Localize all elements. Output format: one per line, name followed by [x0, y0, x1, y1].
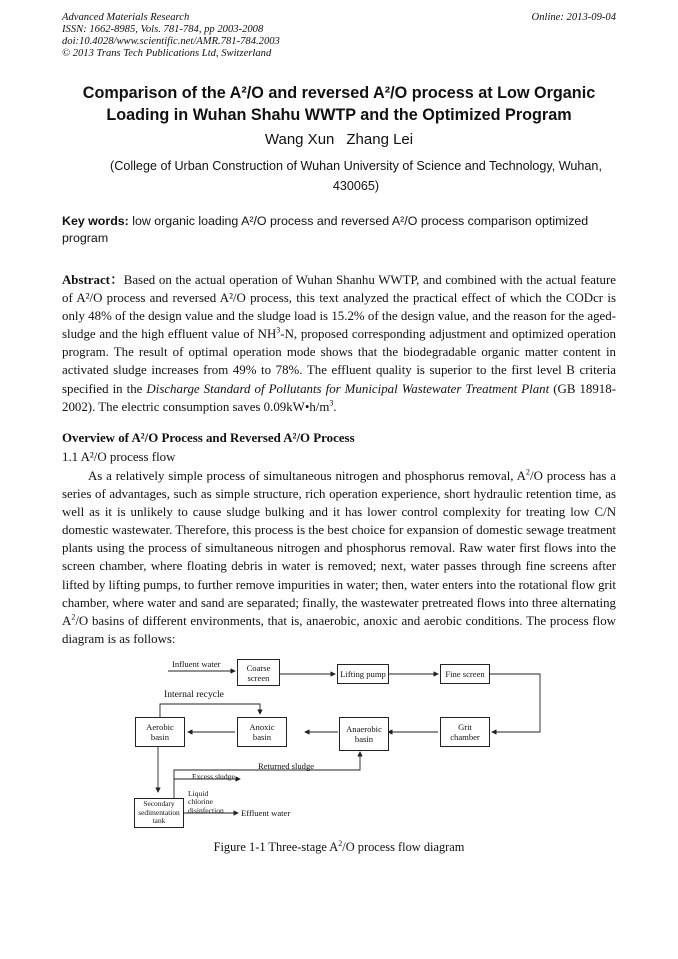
abstract-text-1: Based on the actual operation of Wuhan Shanhu WWTP, and combined with the actual feature of A²/O process and reversed A²/O process, this text analyzed the practical effect of which the CODcr is only 48% of the design value and the sludge load is 15.2% of the design value, and the reason for the aged-sludge and the high effluent value of NH [62, 273, 616, 342]
online-date: Online: 2013-09-04 [531, 12, 616, 23]
section-heading: Overview of A²/O Process and Reversed A²/O Process [62, 431, 355, 445]
liquid-line-2: chlorine [188, 797, 213, 807]
anaerobic-line-1: Anaerobic [346, 724, 382, 734]
grit-line-2: chamber [450, 732, 480, 742]
figure-caption [62, 840, 616, 855]
lifting-pump-box [337, 664, 389, 684]
title-line-1: Comparison of the A²/O and reversed A²/O process at Low Organic [82, 84, 596, 102]
issn-line: ISSN: 1662-8985, Vols. 781-784, pp 2003-2008 [62, 24, 264, 35]
secondary-line-2: sedimentation [138, 807, 180, 817]
abstract-text-4: . [333, 399, 337, 414]
abstract-text-3: (GB 18918-2002). The electric consumption saves 0.09kW•h/m [62, 381, 616, 414]
process-flow-diagram [120, 650, 560, 835]
internal-recycle-label: Internal recycle [164, 689, 224, 700]
secondary-sedimentation-tank-box [134, 798, 184, 828]
caption-text-1: Figure 1-1 Three-stage A [213, 840, 339, 854]
paragraph-text-2: /O process has a series of advantages, such as simple structure, rich operation experience, short hydraulic retention time, as well as it is unlikely to cause sludge bulking and it has lower control complexity for treating low C/N domestic wastewater. Therefore, this process is the best choice for expansion of domestic sewage treatment plants using the process of simultaneous nitrogen and phosphorus removal. Raw water first flows into the screen chamber, where floating debris in water is removed; next, water passes through fine screens after lifted by lifting pumps, to further remove impurities in water; then, water enters into the rotational flow grit chamber, where water and sand are separated; finally, the wastewater pretreated flows into three alternating A [62, 469, 616, 628]
coarse-screen-line-1: Coarse [246, 662, 271, 673]
liquid-line-1: Liquid [188, 789, 209, 798]
title-line-2: Loading in Wuhan Shahu WWTP and the Optimized Program [106, 106, 572, 124]
abstract-standard-title: Discharge Standard of Pollutants for Municipal Wastewater Treatment Plant [146, 381, 550, 396]
paragraph-sup-1: 2 [525, 467, 530, 477]
secondary-line-1: Secondary [143, 799, 175, 809]
anoxic-line-1: Anoxic [249, 722, 275, 732]
anaerobic-line-2: basin [354, 734, 374, 744]
keywords [62, 213, 617, 247]
arrow-to-grit [490, 674, 540, 732]
aerobic-line-1: Aerobic [146, 722, 174, 732]
anoxic-line-2: basin [252, 732, 272, 742]
coarse-screen-line-2: screen [247, 672, 270, 683]
author-2: Zhang Lei [346, 131, 414, 148]
subsection-heading: 1.1 A²/O process flow [62, 450, 176, 464]
paragraph-text-1: As a relatively simple process of simultaneous nitrogen and phosphorus removal, A [88, 469, 526, 483]
doi-line: doi:10.4028/www.scientific.net/AMR.781-784.2003 [62, 36, 280, 47]
aerobic-line-2: basin [150, 732, 170, 742]
abstract-text-2: -N, proposed corresponding adjustment and optimized operation program. The result of optimal operation mode shows that the biodegradable organic matter content in activated sludge increases from 49% to 78%. The effluent quality is superior to the first level B criteria specified in the [62, 327, 616, 396]
abstract-label: Abstract： [62, 273, 124, 287]
fine-screen-label: Fine screen [445, 669, 485, 679]
arrow-internal-recycle [160, 704, 260, 718]
journal-name: Advanced Materials Research [62, 12, 190, 23]
excess-sludge-label: Excess sludge [192, 772, 235, 781]
anoxic-basin-box [237, 717, 287, 747]
grit-chamber-box [440, 717, 490, 747]
liquid-chlorine-label [188, 790, 224, 815]
abstract-sup-2: 3 [329, 398, 334, 408]
body-paragraph [62, 467, 616, 648]
returned-sludge-label: Returned sludge [258, 761, 315, 771]
copyright-line: © 2013 Trans Tech Publications Ltd, Switzerland [62, 48, 272, 59]
journal-header [62, 12, 616, 60]
caption-text-2: /O process flow diagram [342, 840, 465, 854]
liquid-line-3: disinfection [188, 805, 224, 815]
fine-screen-box [440, 664, 490, 684]
caption-sup: 2 [338, 838, 343, 848]
influent-label: Influent water [172, 659, 221, 669]
keywords-label: Key words: [62, 214, 129, 228]
lifting-pump-label: Lifting pump [340, 669, 386, 679]
abstract-sup-1: 3 [276, 325, 281, 335]
authors [62, 131, 616, 149]
secondary-line-3: tank [152, 816, 166, 826]
anaerobic-basin-box [339, 717, 389, 751]
grit-line-1: Grit [458, 722, 472, 732]
affiliation: (College of Urban Construction of Wuhan University of Science and Technology, Wuhan, 430065) [110, 159, 602, 193]
coarse-screen-box [237, 659, 280, 686]
author-1: Wang Xun [264, 131, 335, 148]
keywords-text: low organic loading A²/O process and reversed A²/O process comparison optimized program [62, 214, 589, 245]
effluent-label: Effluent water [241, 808, 291, 818]
abstract [62, 271, 616, 416]
paragraph-sup-2: 2 [71, 612, 76, 622]
paragraph-text-3: /O basins of different environments, that is, anaerobic, anoxic and aerobic conditions. The process flow diagram is as follows: [62, 613, 616, 646]
paper-title [62, 82, 616, 126]
aerobic-basin-box [135, 717, 185, 747]
